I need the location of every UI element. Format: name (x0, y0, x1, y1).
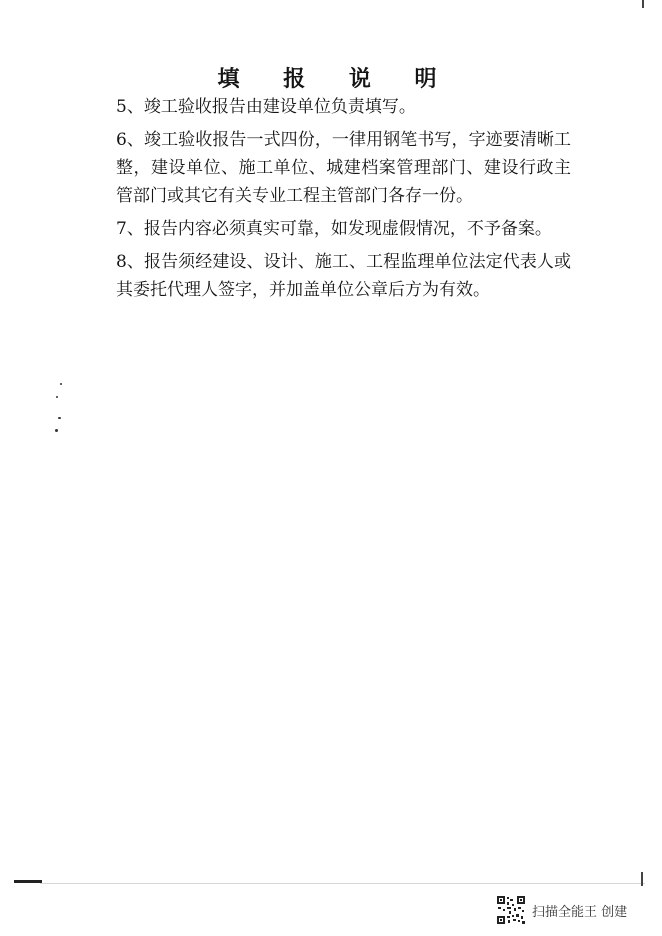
scan-edge (40, 883, 645, 884)
page-title: 填 报 说 明 (217, 66, 455, 92)
instruction-item-7: 7、报告内容必须真实可靠，如发现虚假情况，不予备案。 (116, 219, 552, 239)
scan-artifact (14, 880, 42, 883)
scan-artifact (642, 0, 644, 8)
qr-code-icon (496, 895, 526, 925)
scan-speck (55, 429, 58, 432)
scan-speck (60, 383, 62, 385)
scanner-watermark (496, 895, 627, 925)
instruction-item-8: 8、报告须经建设、设计、施工、工程监理单位法定代表人或其委托代理人签字，并加盖单位公章后方为有效。 (116, 252, 571, 300)
scan-speck (58, 417, 61, 419)
instructions-body (116, 90, 571, 309)
watermark-text: 扫描全能王 创建 (532, 904, 628, 920)
instruction-item-5: 5、竣工验收报告由建设单位负责填写。 (116, 97, 416, 117)
instruction-item-6: 6、竣工验收报告一式四份，一律用钢笔书写，字迹要清晰工整，建设单位、施工单位、城建档案管理部门、建设行政主管部门或其它有关专业工程主管部门各存一份。 (116, 130, 571, 206)
scan-speck (56, 396, 58, 398)
scan-artifact (641, 872, 643, 886)
